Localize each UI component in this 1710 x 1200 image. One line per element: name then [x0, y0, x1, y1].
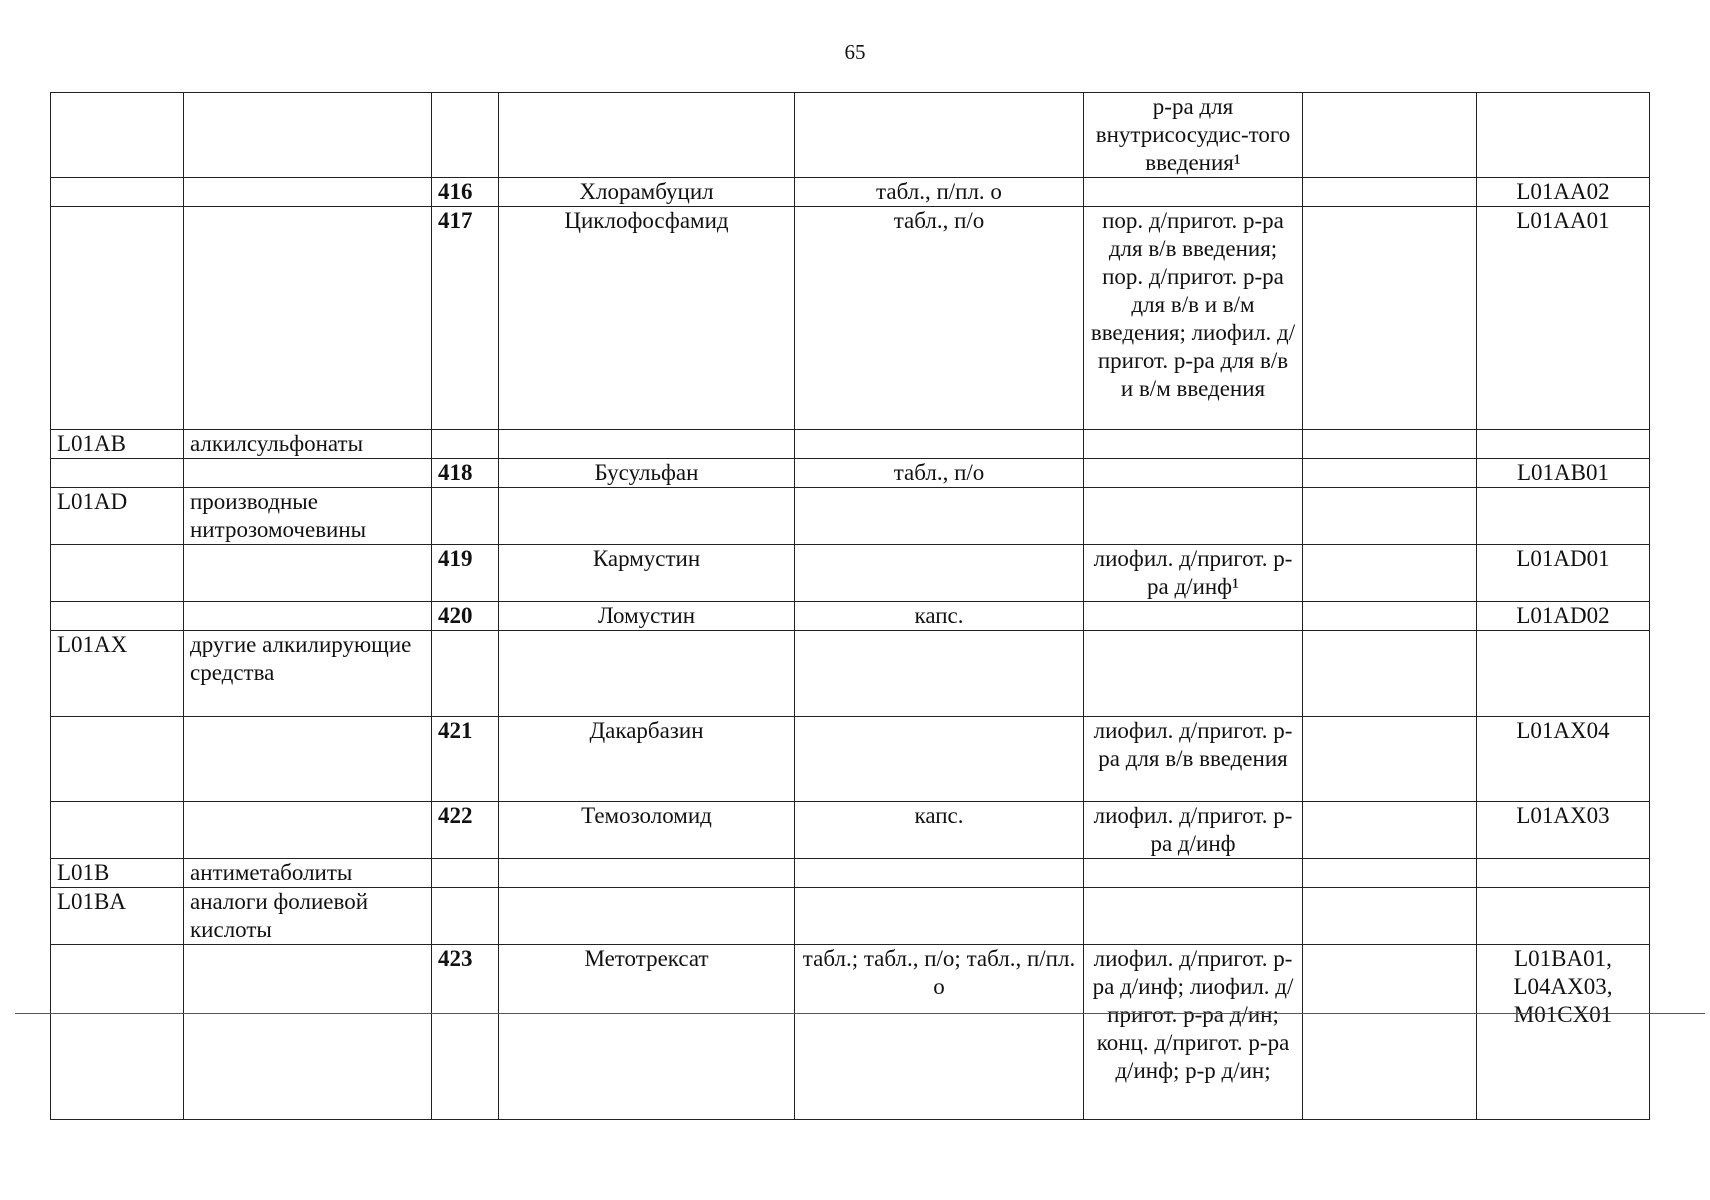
drug-name: Темозоломид	[499, 802, 795, 859]
dosage-form-injection	[1084, 459, 1303, 488]
drug-name	[499, 430, 795, 459]
dosage-form-injection	[1084, 178, 1303, 207]
atc-group-code	[51, 802, 184, 859]
drug-name: Хлорамбуцил	[499, 178, 795, 207]
item-number	[432, 430, 499, 459]
empty-cell	[1303, 430, 1477, 459]
atc-code	[1477, 488, 1650, 545]
atc-group-name	[184, 545, 432, 602]
table-row	[51, 631, 1650, 717]
atc-code: L01AD02	[1477, 602, 1650, 631]
dosage-form-oral	[795, 488, 1084, 545]
page-fold-line	[15, 1013, 1705, 1014]
atc-group-code	[51, 602, 184, 631]
dosage-form-injection	[1084, 602, 1303, 631]
atc-group-name	[184, 602, 432, 631]
atc-group-name	[184, 717, 432, 802]
dosage-form-oral: табл., п/о	[795, 459, 1084, 488]
item-number: 416	[432, 178, 499, 207]
item-number: 422	[432, 802, 499, 859]
empty-cell	[1303, 545, 1477, 602]
atc-code: L01AX03	[1477, 802, 1650, 859]
dosage-form-oral: капс.	[795, 802, 1084, 859]
atc-code: L01AA02	[1477, 178, 1650, 207]
empty-cell	[1303, 602, 1477, 631]
item-number	[432, 488, 499, 545]
dosage-form-oral	[795, 888, 1084, 945]
drug-name: Ломустин	[499, 602, 795, 631]
drug-name: Кармустин	[499, 545, 795, 602]
atc-group-code: L01BA	[51, 888, 184, 945]
item-number	[432, 631, 499, 717]
atc-group-name: алкилсульфонаты	[184, 430, 432, 459]
item-number	[432, 888, 499, 945]
atc-group-code: L01AD	[51, 488, 184, 545]
table-row	[51, 888, 1650, 945]
atc-group-code: L01B	[51, 859, 184, 888]
dosage-form-oral	[795, 545, 1084, 602]
dosage-form-injection: р-ра для внутрисосудис-того введения¹	[1084, 93, 1303, 178]
item-number: 418	[432, 459, 499, 488]
atc-group-code	[51, 945, 184, 1120]
item-number: 421	[432, 717, 499, 802]
dosage-form-oral: табл., п/пл. о	[795, 178, 1084, 207]
empty-cell	[1303, 459, 1477, 488]
atc-code: L01AA01	[1477, 207, 1650, 430]
item-number: 423	[432, 945, 499, 1120]
atc-group-name	[184, 945, 432, 1120]
item-number: 420	[432, 602, 499, 631]
atc-group-code	[51, 93, 184, 178]
empty-cell	[1303, 178, 1477, 207]
table-row	[51, 545, 1650, 602]
empty-cell	[1303, 859, 1477, 888]
table-row	[51, 207, 1650, 430]
item-number: 419	[432, 545, 499, 602]
atc-group-code: L01AB	[51, 430, 184, 459]
atc-group-name: антиметаболиты	[184, 859, 432, 888]
item-number	[432, 859, 499, 888]
dosage-form-injection	[1084, 888, 1303, 945]
atc-code	[1477, 631, 1650, 717]
table-row	[51, 488, 1650, 545]
atc-group-name: аналоги фолиевой кислоты	[184, 888, 432, 945]
table-row	[51, 859, 1650, 888]
dosage-form-oral: капс.	[795, 602, 1084, 631]
dosage-form-oral	[795, 430, 1084, 459]
atc-code	[1477, 859, 1650, 888]
drug-name	[499, 488, 795, 545]
atc-group-code: L01AX	[51, 631, 184, 717]
atc-group-code	[51, 717, 184, 802]
empty-cell	[1303, 802, 1477, 859]
atc-group-code	[51, 545, 184, 602]
table-row	[51, 459, 1650, 488]
atc-group-name: производные нитрозомочевины	[184, 488, 432, 545]
item-number: 417	[432, 207, 499, 430]
drug-table	[50, 92, 1650, 1120]
dosage-form-injection: лиофил. д/пригот. р-ра д/инф; лиофил. д/пригот. р-ра д/ин; конц. д/пригот. р-ра д/инф; р-р д/ин;	[1084, 945, 1303, 1120]
atc-code: L01BA01, L04AX03, M01CX01	[1477, 945, 1650, 1120]
atc-code: L01AX04	[1477, 717, 1650, 802]
dosage-form-oral	[795, 859, 1084, 888]
dosage-form-injection: лиофил. д/пригот. р-ра д/инф¹	[1084, 545, 1303, 602]
dosage-form-injection	[1084, 430, 1303, 459]
drug-name	[499, 93, 795, 178]
dosage-form-injection	[1084, 488, 1303, 545]
drug-name	[499, 888, 795, 945]
atc-code: L01AB01	[1477, 459, 1650, 488]
atc-group-name	[184, 802, 432, 859]
atc-code	[1477, 888, 1650, 945]
table-row	[51, 430, 1650, 459]
page-number: 65	[844, 40, 866, 64]
dosage-form-oral: табл., п/о	[795, 207, 1084, 430]
dosage-form-injection	[1084, 631, 1303, 717]
atc-code: L01AD01	[1477, 545, 1650, 602]
drug-name: Бусульфан	[499, 459, 795, 488]
drug-name	[499, 859, 795, 888]
empty-cell	[1303, 631, 1477, 717]
drug-name	[499, 631, 795, 717]
dosage-form-oral	[795, 631, 1084, 717]
table-row	[51, 945, 1650, 1120]
empty-cell	[1303, 717, 1477, 802]
table-row	[51, 602, 1650, 631]
atc-group-name	[184, 93, 432, 178]
drug-name: Дакарбазин	[499, 717, 795, 802]
dosage-form-injection: лиофил. д/пригот. р-ра для в/в введения	[1084, 717, 1303, 802]
atc-group-name	[184, 178, 432, 207]
dosage-form-injection: пор. д/пригот. р-ра для в/в введения; пор. д/пригот. р-ра для в/в и в/м введения; лиофил. д/пригот. р-ра для в/в и в/м введения	[1084, 207, 1303, 430]
empty-cell	[1303, 93, 1477, 178]
dosage-form-injection	[1084, 859, 1303, 888]
empty-cell	[1303, 945, 1477, 1120]
dosage-form-oral: табл.; табл., п/о; табл., п/пл. о	[795, 945, 1084, 1120]
atc-group-name: другие алкилирующие средства	[184, 631, 432, 717]
table-row	[51, 178, 1650, 207]
empty-cell	[1303, 488, 1477, 545]
dosage-form-oral	[795, 717, 1084, 802]
dosage-form-injection: лиофил. д/пригот. р-ра д/инф	[1084, 802, 1303, 859]
table-row	[51, 717, 1650, 802]
atc-code	[1477, 93, 1650, 178]
drug-name: Циклофосфамид	[499, 207, 795, 430]
atc-group-name	[184, 459, 432, 488]
table-row	[51, 802, 1650, 859]
empty-cell	[1303, 207, 1477, 430]
atc-code	[1477, 430, 1650, 459]
atc-group-code	[51, 207, 184, 430]
table-row	[51, 93, 1650, 178]
atc-group-name	[184, 207, 432, 430]
empty-cell	[1303, 888, 1477, 945]
item-number	[432, 93, 499, 178]
atc-group-code	[51, 459, 184, 488]
atc-group-code	[51, 178, 184, 207]
drug-name: Метотрексат	[499, 945, 795, 1120]
dosage-form-oral	[795, 93, 1084, 178]
